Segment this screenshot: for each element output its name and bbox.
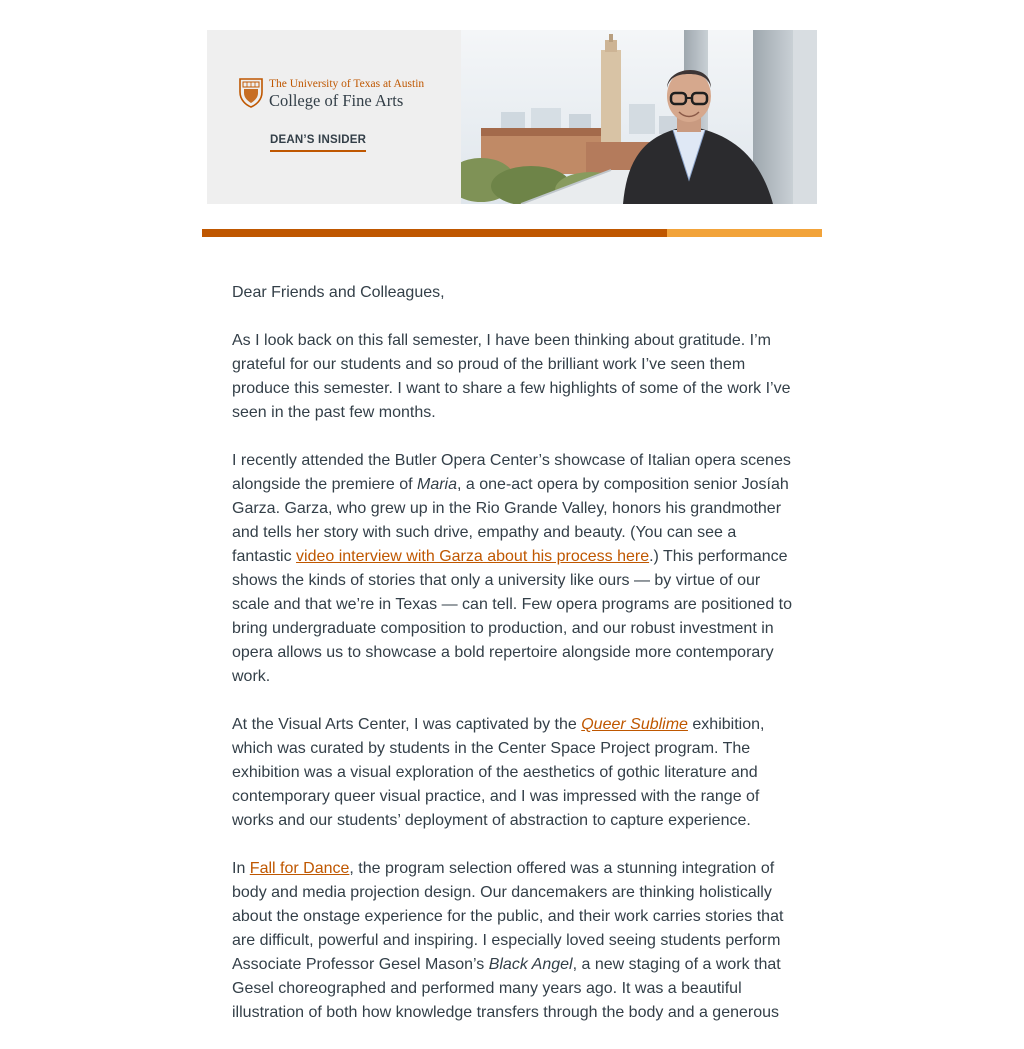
dance-title: Black Angel <box>488 956 573 973</box>
text-span: , a one-act opera by composition senior Josíah Garza. Garza, who grew up in the Rio Grande Valley, honors his grandmother and tells her story with such drive, empathy and beauty. (You can see a fantastic <box>232 476 789 565</box>
video-interview-link[interactable]: video interview with Garza about his process here <box>296 548 650 565</box>
opera-title: Maria <box>417 476 458 493</box>
dean-photo <box>461 30 817 204</box>
text-span: In <box>232 860 250 877</box>
header-banner <box>207 30 817 204</box>
text-span: .) This performance shows the kinds of stories that only a university like ours — by virtue of our scale and that we’re in Texas — can tell. Few opera programs are positioned to bring undergraduate composition to production, and our robust investment in opera allows us to showcase a bold repertoire alongside more contemporary work. <box>232 548 792 685</box>
text-span: At the Visual Arts Center, I was captivated by the <box>232 716 582 733</box>
paragraph-opera <box>232 449 794 689</box>
accent-divider-secondary <box>667 229 822 237</box>
ut-logo <box>239 78 424 111</box>
paragraph-gratitude: As I look back on this fall semester, I have been thinking about gratitude. I’m grateful for our students and so proud of the brilliant work I’ve seen them produce this semester. I want to share a few highlights of some of the work I’ve seen in the past few months. <box>232 332 791 421</box>
paragraph-dance <box>232 857 794 1025</box>
queer-sublime-link[interactable]: Queer Sublime <box>581 716 688 733</box>
accent-divider-primary <box>202 229 667 237</box>
text-span: , a new staging of a work that Gesel choreographed and performed many years ago. It was a beautiful illustration of both how knowledge transfers through the body and a generous <box>232 956 781 1021</box>
university-name: The University of Texas at Austin <box>269 78 425 90</box>
text-span: , the program selection offered was a stunning integration of body and media projection design. Our dancemakers are thinking holistically about the onstage experience for the public, and their work carries stories that are difficult, powerful and inspiring. I especially loved seeing students perform Associate Professor Gesel Mason’s <box>232 860 784 973</box>
newsletter-title: DEAN’S INSIDER <box>270 134 366 152</box>
dean-portrait-photo <box>461 30 817 204</box>
fall-for-dance-link[interactable]: Fall for Dance <box>249 860 350 877</box>
text-span: I recently attended the Butler Opera Center’s showcase of Italian opera scenes alongside the premiere of <box>232 452 791 493</box>
paragraph-visual-arts <box>232 713 794 833</box>
text-span: exhibition, which was curated by students in the Center Space Project program. The exhibition was a visual exploration of the aesthetics of gothic literature and contemporary queer visual practice, and I was impressed with the range of works and our students’ deployment of abstraction to capture experience. <box>232 716 765 829</box>
letter-body <box>232 281 794 1049</box>
shield-icon <box>239 78 263 108</box>
greeting: Dear Friends and Colleagues, <box>232 284 445 301</box>
accent-divider <box>202 229 822 237</box>
college-name: College of Fine Arts <box>269 91 404 110</box>
brand-panel <box>207 30 461 204</box>
